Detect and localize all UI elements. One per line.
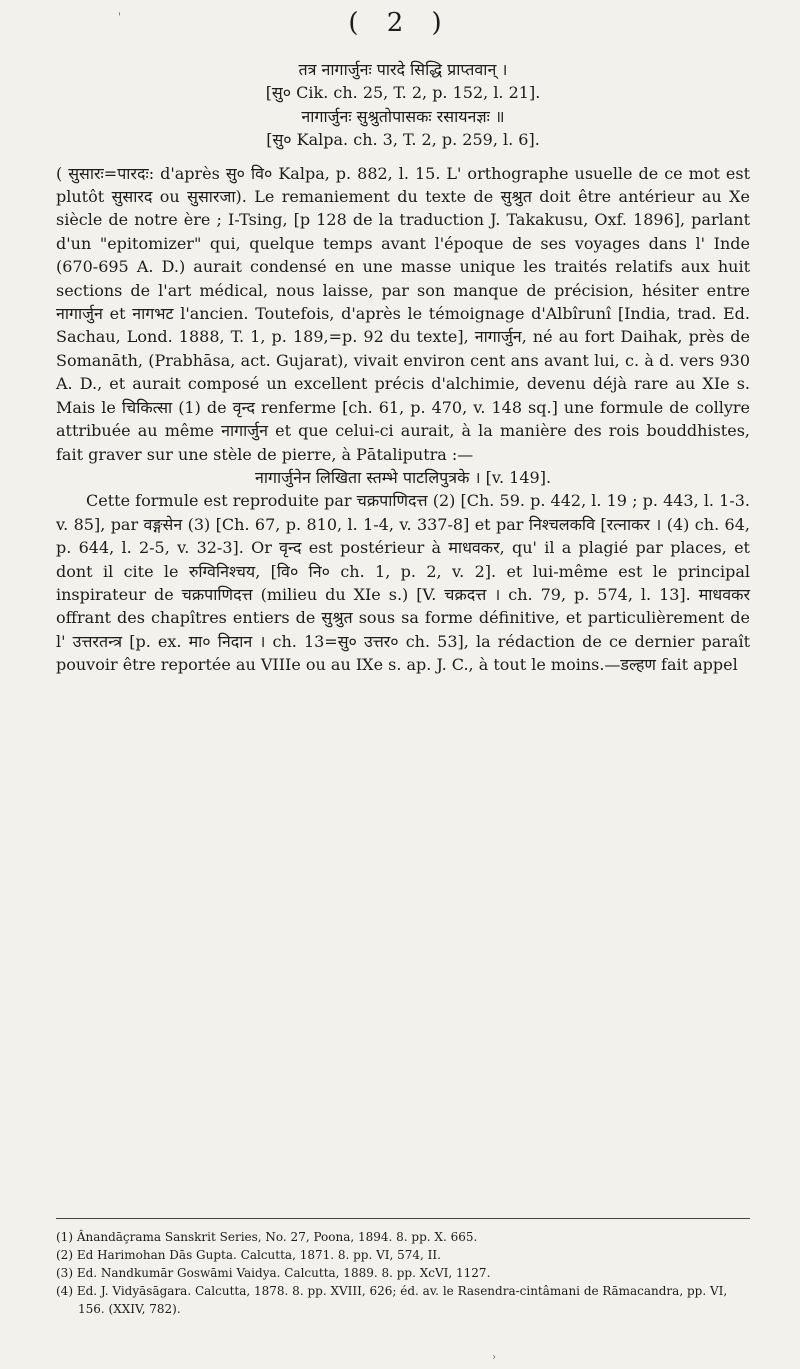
footnote-divider	[56, 1218, 750, 1219]
reference-2: [सु० Kalpa. ch. 3, T. 2, p. 259, l. 6].	[266, 130, 540, 150]
sanskrit-quote-2: नागार्जुनः सुश्रुतोपासकः रसायनज्ञः ॥	[301, 106, 505, 126]
page-number: ( 2 )	[348, 8, 452, 38]
sanskrit-quote-3: नागार्जुनेन लिखिता स्तम्भे पाटलिपुत्रके । [v. 149].	[254, 467, 552, 487]
bottom-mark: ›	[492, 1352, 496, 1363]
main-text	[56, 58, 750, 677]
sanskrit-quote-1: तत्र नागार्जुनः पारदे सिद्धि प्राप्तवान् ।	[298, 60, 508, 79]
footnotes	[56, 1228, 750, 1318]
corner-mark: '	[118, 12, 121, 23]
footnote: (1) Ânandāçrama Sanskrit Series, No. 27, Poona, 1894. 8. pp. X. 665.	[56, 1230, 478, 1244]
footnote: (2) Ed Harimohan Dās Gupta. Calcutta, 1871. 8. pp. VI, 574, II.	[56, 1248, 441, 1262]
footnote: (3) Ed. Nandkumār Goswāmi Vaidya. Calcutta, 1889. 8. pp. XcVI, 1127.	[56, 1266, 491, 1280]
paragraph-2: Cette formule est reproduite par चक्रपाणिदत्त (2) [Ch. 59. p. 442, l. 19 ; p. 443, l. 1-3. v. 85], par वङ्गसेन (3) [Ch. 67, p. 810, l. 1-4, v. 337-8] et par निश्चलकवि [रत्नाकर । (4) ch. 64, p. 644, l. 2-5, v. 32-3]. Or वृन्द est postérieur à माधवकर, qu' il a plagié par places, et dont il cite le रुग्विनिश्चय, [वि० नि० ch. 1, p. 2, v. 2]. et lui-même est le principal inspirateur de चक्रपाणिदत्त (milieu du XIe s.) [V. चक्रदत्त । ch. 79, p. 574, l. 13]. माधवकर offrant des chapîtres entiers de सुश्रुत sous sa forme définitive, et particulièrement de l' उत्तरतन्त्र [p. ex. मा० निदान । ch. 13=सु० उत्तर० ch. 53], la rédaction de ce dernier paraît pouvoir être reportée au VIIIe ou au IXe s. ap. J. C., à tout le moins.—डल्हण fait appel	[56, 491, 750, 675]
reference-1: [सु० Cik. ch. 25, T. 2, p. 152, l. 21].	[265, 83, 541, 103]
footnote: (4) Ed. J. Vidyāsāgara. Calcutta, 1878. 8. pp. XVIII, 626; éd. av. le Rasendra-cintâmani de Rāmacandra, pp. VI, 156. (XXIV, 782).	[56, 1284, 728, 1316]
paragraph-1: ( सुसारः=पारदः: d'après सु० वि० Kalpa, p. 882, l. 15. L' orthographe usuelle de ce mot est plutôt सुसारद ou सुसारजा). Le remaniement du texte de सुश्रुत doit être antérieur au Xe siècle de notre ère ; I-Tsing, [p 128 de la traduction J. Takakusu, Oxf. 1896], parlant d'un "epitomizer" qui, quelque temps avant l'époque de ses voyages dans l' Inde (670-695 A. D.) aurait condensé en une masse unique les traités relatifs aux huit sections de l'art médical, nous laisse, par son manque de précision, hésiter entre नागार्जुन et नागभट l'ancien. Toutefois, d'après le témoignage d'Albîrunî [India, trad. Ed. Sachau, Lond. 1888, T. 1, p. 189,=p. 92 du texte], नागार्जुन, né au fort Daihak, près de Somanāth, (Prabhāsa, act. Gujarat), vivait environ cent ans avant lui, c. à d. vers 930 A. D., et aurait composé un excellent précis d'alchimie, devenu déjà rare au XIe s. Mais le चिकित्सा (1) de वृन्द renferme [ch. 61, p. 470, v. 148 sq.] une formule de collyre attribuée au même नागार्जुन et que celui-ci aurait, à la manière des rois bouddhistes, fait graver sur une stèle de pierre, à Pātaliputra :—	[56, 163, 750, 464]
